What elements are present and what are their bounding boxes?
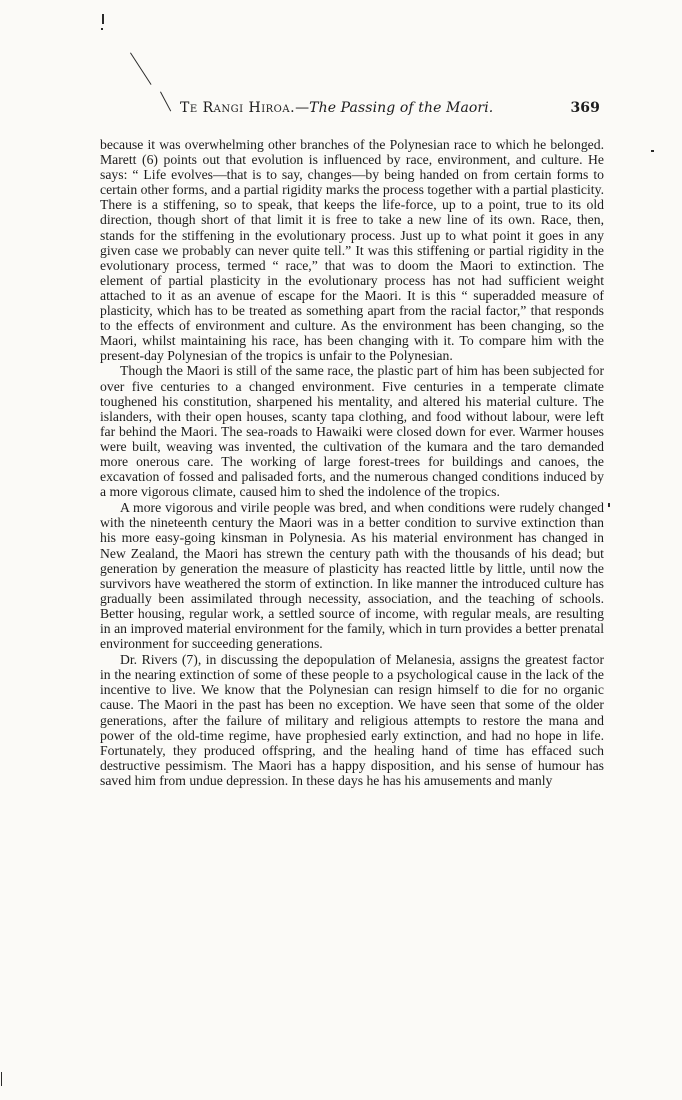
paragraph: Though the Maori is still of the same race, the plastic part of him has been subjected for over five centuries to a changed environment. Five centuries in a temperate climate toughened his constitution, sharpened his mentality, and altered his material culture. The islanders, with their open houses, scanty tapa clothing, and food without labour, were left far behind the Maori. The sea-roads to Hawaiki were closed down for ever. Warmer houses were built, weaving was invented, the cultivation of the kumara and the taro demanded more onerous care. The working of large forest-trees for buildings and canoes, the excavation of fossed and palisaded forts, and the numerous changed conditions induced by a more vigorous climate, caused him to shed the indolence of the tropics. <box>100 363 604 500</box>
page-number: 369 <box>570 100 600 116</box>
paragraph: because it was overwhelming other branches of the Polynesian race to which he belonged. Marett (6) points out that evolution is influenced by race, environment, and culture. He says: “ Life evolves—that is to say, changes—by being handed on from certain forms to certain other forms, and a partial rigidity marks the process together with a partial plasticity. There is a stiffening, so to speak, that keeps the life-force, up to a point, true to its old direction, though short of that limit it is free to take a new line of its own. Race, then, stands for the stiffening in the evolutionary process. Just up to what point it goes in any given case we probably can never quite tell.” It was this stiffening or partial rigidity in the evolutionary process, termed “ race,” that was to doom the Maori to extinction. The element of partial plasticity in the evolutionary process has not had sufficient weight attached to it as an avenue of escape for the Maori. It is this “ superadded measure of plasticity, which has to be treated as something apart from the racial factor,” that responds to the effects of environment and culture. As the environment has been changing, so the Maori, whilst maintaining his race, has been changing with it. To compare him with the present-day Polynesian of the tropics is unfair to the Polynesian. <box>100 137 604 364</box>
ink-speck <box>102 14 104 24</box>
running-head <box>180 100 600 120</box>
ink-speck <box>101 28 103 30</box>
ink-speck <box>651 150 654 152</box>
running-head-separator: — <box>295 100 310 116</box>
paragraph: Dr. Rivers (7), in discussing the depopulation of Melanesia, assigns the greatest factor in the nearing extinction of some of these people to a psychological cause in the lack of the incentive to live. We know that the Polynesian can resign himself to die for no organic cause. The Maori in the past has been no exception. We have seen that some of the older generations, after the failure of military and religious attempts to restore the mana and power of the old-time regime, have prophesied early extinction, and had no hope in life. Fortunately, they produced offspring, and the healing hand of time has effaced such destructive pessimism. The Maori has a happy disposition, and his sense of humour has saved him from undue depression. In these days he has his amusements and manly <box>100 652 604 788</box>
running-head-title: The Passing of the Maori. <box>309 100 494 116</box>
ink-speck <box>608 503 610 507</box>
running-head-author: Te Rangi Hiroa. <box>180 100 296 116</box>
paragraph: A more vigorous and virile people was bred, and when conditions were rudely changed with the nineteenth century the Maori was in a better condition to survive extinction than his more easy-going kinsman in Polynesia. As his material environment has changed in New Zealand, the Maori has strewn the century path with the thousands of his dead; but generation by generation the measure of plasticity has reacted little by little, until now the survivors have weathered the storm of extinction. In like manner the introduced culture has gradually been assimilated through necessity, association, and the teaching of schools. Better housing, regular work, a settled source of income, with regular meals, are resulting in an improved material environment for the family, which in turn provides a better prenatal environment for succeeding generations. <box>100 500 604 652</box>
ink-speck <box>1 1072 2 1086</box>
ink-stroke <box>130 52 152 84</box>
ink-stroke <box>160 92 171 112</box>
article-body <box>100 137 604 788</box>
